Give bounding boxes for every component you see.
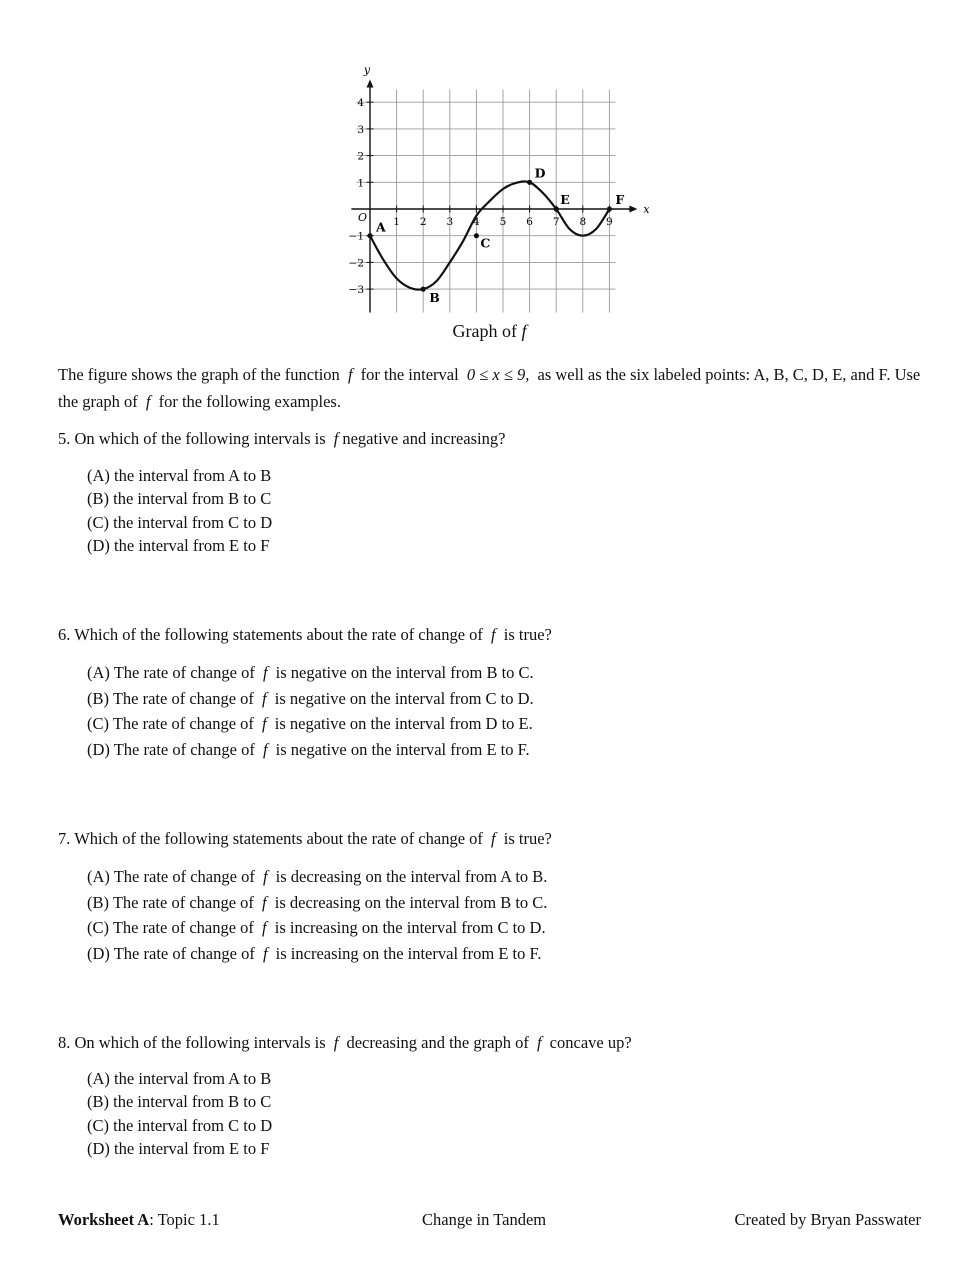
point-e-label: E (560, 192, 570, 207)
option-b: (B) The rate of change of f is negative on the interval from C to D. (87, 688, 534, 708)
option-c: (C) the interval from C to D (87, 1115, 273, 1135)
question-7-options (87, 864, 547, 966)
point-a-label: A (376, 219, 386, 235)
option-b: (B) The rate of change of f is decreasing on the interval from B to C. (87, 892, 548, 912)
x-tick-label: 5 (499, 216, 507, 228)
graph-grid (356, 90, 615, 313)
x-tick-label: 1 (393, 216, 400, 228)
y-tick-label: −2 (348, 257, 364, 270)
point-f-marker (607, 206, 612, 211)
question-8-options (87, 1067, 272, 1160)
point-d-marker (527, 180, 532, 185)
question-5-options (87, 464, 272, 557)
option-b: (B) the interval from B to C (87, 489, 272, 509)
y-tick-label: −3 (348, 284, 364, 297)
option-d: (D) the interval from E to F (87, 535, 270, 555)
point-e-marker (554, 206, 559, 211)
point-c-marker (474, 233, 479, 238)
option-b: (B) the interval from B to C (87, 1092, 272, 1112)
point-d-label: D (534, 165, 546, 181)
option-c: (C) the interval from C to D (87, 512, 273, 532)
option-c: (C) The rate of change of f is increasing on the interval from C to D. (87, 918, 546, 938)
y-tick-label: 3 (357, 123, 364, 136)
graph-caption: Graph of f (452, 321, 527, 341)
y-tick-label: −1 (348, 230, 364, 243)
y-tick-label: 2 (357, 150, 364, 163)
x-tick-label: 6 (526, 216, 533, 228)
y-axis-arrow (367, 80, 374, 88)
y-tick-label: 1 (357, 177, 364, 190)
question-6: 6. Which of the following statements about the rate of change of f is true? (58, 625, 552, 644)
y-axis-label: y (363, 63, 371, 77)
option-d: (D) the interval from E to F (87, 1138, 270, 1158)
intro-paragraph: The figure shows the graph of the function f for the interval 0 ≤ x ≤ 9, as well as the six labeled points: A, B, C, D, E, and F. Use the graph of f for the following examples. (58, 365, 921, 411)
x-axis-arrow (629, 206, 637, 213)
option-a: (A) the interval from A to B (87, 466, 272, 485)
footer-worksheet: Worksheet A: Topic 1.1 (58, 1210, 220, 1229)
question-8: 8. On which of the following intervals is f decreasing and the graph of f concave up? (58, 1033, 632, 1052)
graph-tick-labels (349, 64, 651, 297)
origin-label: O (358, 211, 368, 224)
question-6-options (87, 660, 534, 762)
x-tick-label: 8 (579, 216, 587, 228)
question-7: 7. Which of the following statements about the rate of change of f is true? (58, 829, 552, 848)
y-tick-label: 4 (357, 97, 364, 110)
x-axis-label: x (643, 203, 650, 216)
question-5: 5. On which of the following intervals is f negative and increasing? (58, 429, 506, 448)
x-tick-label: 9 (606, 216, 613, 228)
footer-topic-title: Change in Tandem (422, 1210, 547, 1229)
point-a-marker (367, 233, 372, 238)
x-tick-label: 2 (419, 216, 427, 228)
option-d: (D) The rate of change of f is increasing on the interval from E to F. (87, 943, 542, 963)
option-a: (A) The rate of change of f is negative on the interval from B to C. (87, 663, 534, 682)
footer (58, 1210, 921, 1232)
interval-expression: 0 ≤ x ≤ 9, (466, 365, 530, 384)
point-b-marker (421, 287, 426, 292)
x-tick-label: 4 (473, 216, 480, 228)
option-a: (A) The rate of change of f is decreasing on the interval from A to B. (87, 867, 548, 886)
option-a: (A) the interval from A to B (87, 1069, 272, 1088)
option-d: (D) The rate of change of f is negative on the interval from E to F. (87, 739, 530, 759)
option-c: (C) The rate of change of f is negative on the interval from D to E. (87, 714, 533, 734)
point-c-label: C (480, 235, 491, 251)
function-graph (330, 62, 660, 320)
point-f-label: F (615, 192, 625, 207)
x-tick-label: 7 (552, 216, 560, 228)
point-b-label: B (429, 290, 440, 306)
x-tick-label: 3 (446, 216, 454, 228)
footer-author: Created by Bryan Passwater (734, 1210, 921, 1229)
